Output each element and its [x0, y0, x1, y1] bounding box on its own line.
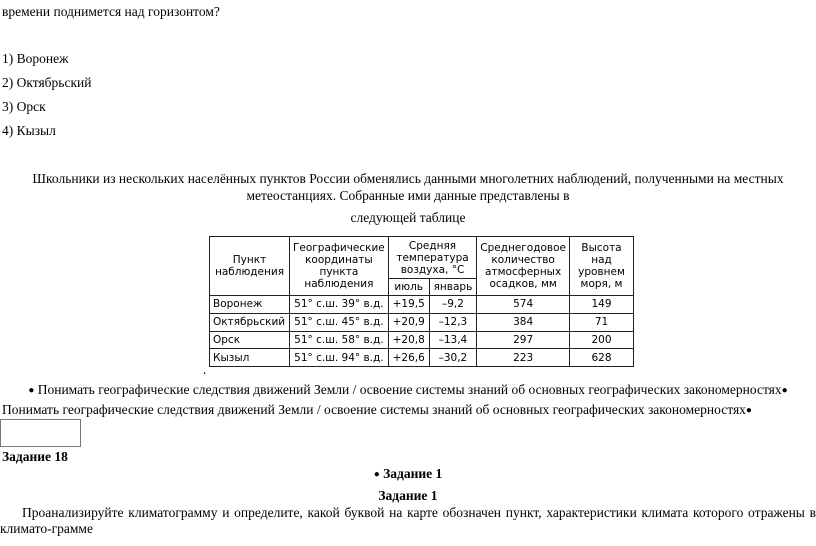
cell-precip: 297	[477, 331, 570, 349]
cell-coords: 51° с.ш. 58° в.д.	[290, 331, 389, 349]
task-paragraph: Проанализируйте климатограмму и определите, какой буквой на карте обозначен пункт, характеристики климата которого отражены в климато-грамме	[0, 505, 816, 536]
header-temp: Средняя температура воздуха, °С	[388, 237, 476, 279]
stray-dot: .	[203, 362, 207, 377]
task-1-heading: Задание 1	[378, 488, 438, 503]
cell-precip: 223	[477, 349, 570, 367]
cell-january: –30,2	[429, 349, 477, 367]
header-january: январь	[429, 279, 477, 296]
cell-coords: 51° с.ш. 39° в.д.	[290, 296, 389, 314]
header-precip: Среднегодовое количество атмосферных осадков, мм	[477, 237, 570, 296]
cell-coords: 51° с.ш. 45° в.д.	[290, 313, 389, 331]
cell-july: +20,8	[388, 331, 429, 349]
cell-height: 200	[570, 331, 634, 349]
cell-july: +20,9	[388, 313, 429, 331]
cell-height: 71	[570, 313, 634, 331]
cell-name: Октябрьский	[210, 313, 290, 331]
cell-january: –9,2	[429, 296, 477, 314]
header-point: Пункт наблюдения	[210, 237, 290, 296]
cell-precip: 574	[477, 296, 570, 314]
cell-july: +19,5	[388, 296, 429, 314]
skill-text: Понимать географические следствия движений Земли / освоение системы знаний об основных географических закономерностях	[2, 402, 746, 417]
cell-coords: 51° с.ш. 94° в.д.	[290, 349, 389, 367]
cell-height: 628	[570, 349, 634, 367]
option-2: 2) Октябрьский	[2, 75, 92, 90]
table-row	[210, 331, 634, 349]
table-row	[210, 313, 634, 331]
task-1-bullet-heading	[0, 466, 816, 484]
bullet-icon: ●	[28, 385, 35, 396]
task-18-heading: Задание 18	[2, 449, 68, 464]
option-1: 1) Воронеж	[2, 51, 69, 66]
cell-july: +26,6	[388, 349, 429, 367]
question-text: времени поднимется над горизонтом?	[2, 4, 220, 19]
intro-line-2: метеостанциях. Собранные ими данные представлены в	[246, 188, 570, 203]
cell-january: –13,4	[429, 331, 477, 349]
cell-height: 149	[570, 296, 634, 314]
bullet-icon: ●	[781, 385, 788, 396]
intro-line-3: следующей таблице	[350, 210, 466, 225]
cell-precip: 384	[477, 313, 570, 331]
cell-name: Кызыл	[210, 349, 290, 367]
cell-january: –12,3	[429, 313, 477, 331]
option-3: 3) Орск	[2, 99, 46, 114]
table-row	[210, 349, 634, 367]
header-height: Высота над уровнем моря, м	[570, 237, 634, 296]
task-1-bullet-text: Задание 1	[383, 466, 443, 481]
weather-data-table	[209, 236, 634, 367]
option-4: 4) Кызыл	[2, 123, 56, 138]
header-coords: Географические координаты пункта наблюдения	[290, 237, 389, 296]
skill-line-2	[2, 402, 752, 420]
header-july: июль	[388, 279, 429, 296]
table-row	[210, 296, 634, 314]
cell-name: Воронеж	[210, 296, 290, 314]
skill-text: Понимать географические следствия движений Земли / освоение системы знаний об основных географических закономерностях	[37, 382, 782, 397]
bullet-icon: ●	[745, 405, 752, 416]
intro-line-1: Школьники из нескольких населённых пунктов России обменялись данными многолетних наблюдений, полученными на местных	[32, 171, 784, 186]
skill-line-1	[0, 382, 816, 400]
answer-box[interactable]	[0, 419, 81, 447]
bullet-icon: ●	[373, 469, 380, 480]
cell-name: Орск	[210, 331, 290, 349]
